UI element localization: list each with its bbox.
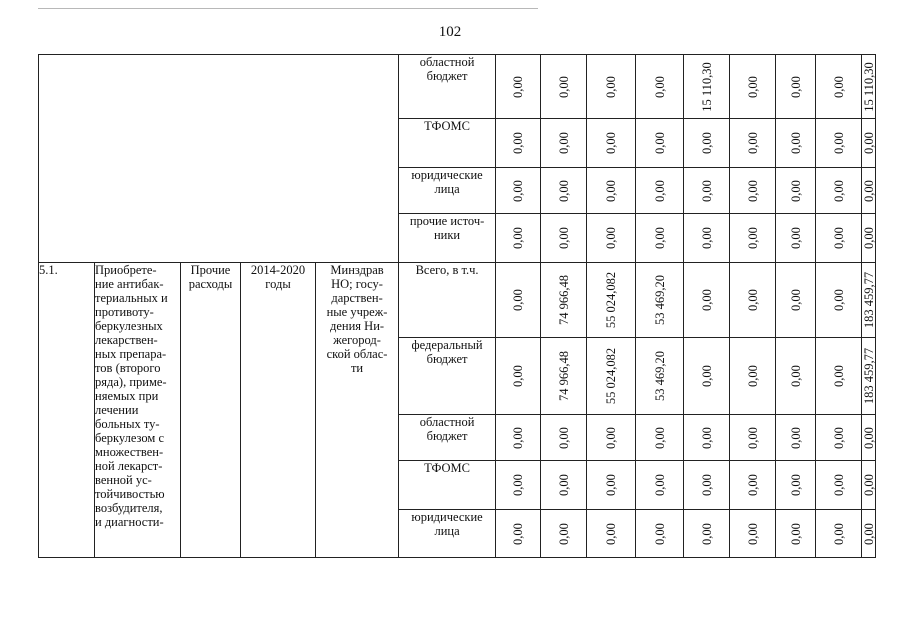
- value-cell: [730, 510, 776, 558]
- value-cell: [776, 263, 816, 338]
- value-text: 53 469,20: [652, 351, 667, 401]
- item-number: 5.1.: [39, 263, 95, 558]
- value-text: 0,00: [511, 426, 526, 449]
- value-text: 0,00: [556, 179, 571, 202]
- value-cell: [496, 168, 541, 214]
- value-cell: [541, 415, 587, 461]
- value-cell: [776, 119, 816, 168]
- value-text: 0,00: [699, 522, 714, 545]
- table-row: [39, 263, 876, 338]
- value-text: 0,00: [831, 179, 846, 202]
- value-cell: [862, 55, 876, 119]
- value-text: 0,00: [511, 365, 526, 387]
- value-cell: [587, 214, 636, 263]
- page-number: 102: [438, 24, 462, 40]
- value-text: 0,00: [788, 474, 803, 496]
- value-text: 0,00: [745, 227, 760, 249]
- value-cell: [816, 55, 862, 119]
- value-text: 0,00: [652, 227, 667, 249]
- value-text: 15 110,30: [699, 61, 714, 112]
- value-cell: [496, 510, 541, 558]
- value-text: 0,00: [604, 522, 619, 545]
- value-text: 0,00: [604, 179, 619, 202]
- value-text: 0,00: [745, 426, 760, 449]
- value-text: 0,00: [511, 474, 526, 496]
- funding-source: юридические лица: [399, 510, 496, 558]
- executor: Минздрав НО; госу- дарствен- ные учреж- дения Ни- жегород- ской облас- ти: [316, 263, 399, 558]
- value-cell: [636, 338, 684, 415]
- value-text: 0,00: [788, 179, 803, 202]
- value-text: 0,00: [699, 132, 714, 154]
- value-cell: [636, 415, 684, 461]
- value-text: 53 469,20: [652, 275, 667, 325]
- value-text: 0,00: [699, 227, 714, 249]
- value-text: 0,00: [788, 522, 803, 545]
- value-cell: [636, 214, 684, 263]
- value-cell: [862, 263, 876, 338]
- value-cell: [541, 55, 587, 119]
- value-text: 74 966,48: [556, 275, 571, 325]
- value-cell: [496, 263, 541, 338]
- value-cell: [816, 263, 862, 338]
- value-cell: [684, 55, 730, 119]
- value-cell: [776, 55, 816, 119]
- value-text: 0,00: [788, 426, 803, 449]
- value-text: 0,00: [831, 132, 846, 154]
- value-cell: [684, 510, 730, 558]
- value-text: 0,00: [652, 75, 667, 98]
- value-text: 0,00: [861, 474, 876, 496]
- value-cell: [587, 461, 636, 510]
- value-cell: [587, 55, 636, 119]
- value-text: 0,00: [604, 227, 619, 249]
- value-cell: [776, 461, 816, 510]
- value-cell: [816, 461, 862, 510]
- value-cell: [730, 263, 776, 338]
- value-text: 0,00: [511, 289, 526, 311]
- value-cell: [636, 55, 684, 119]
- value-cell: [496, 461, 541, 510]
- value-text: 0,00: [699, 474, 714, 496]
- value-cell: [684, 168, 730, 214]
- value-cell: [730, 415, 776, 461]
- table-body: [39, 55, 876, 558]
- value-cell: [684, 214, 730, 263]
- value-cell: [776, 510, 816, 558]
- value-cell: [496, 55, 541, 119]
- value-text: 0,00: [788, 227, 803, 249]
- value-cell: [496, 338, 541, 415]
- value-text: 0,00: [604, 132, 619, 154]
- value-text: 74 966,48: [556, 351, 571, 401]
- value-cell: [636, 119, 684, 168]
- empty-description-cell: [39, 55, 399, 263]
- value-text: 0,00: [511, 227, 526, 249]
- value-cell: [541, 168, 587, 214]
- value-cell: [730, 214, 776, 263]
- value-cell: [816, 338, 862, 415]
- value-cell: [684, 263, 730, 338]
- value-text: 0,00: [745, 75, 760, 98]
- value-text: 0,00: [831, 522, 846, 545]
- scan-edge-line: [38, 8, 538, 9]
- value-text: 0,00: [861, 227, 876, 249]
- value-cell: [587, 510, 636, 558]
- value-text: 0,00: [511, 522, 526, 545]
- value-cell: [541, 338, 587, 415]
- value-cell: [541, 263, 587, 338]
- value-text: 0,00: [556, 426, 571, 449]
- value-text: 0,00: [699, 426, 714, 449]
- value-text: 0,00: [556, 227, 571, 249]
- funding-source: ТФОМС: [399, 461, 496, 510]
- value-text: 55 024,082: [604, 347, 619, 405]
- funding-source: областной бюджет: [399, 415, 496, 461]
- value-text: 0,00: [788, 75, 803, 98]
- value-text: 0,00: [511, 179, 526, 202]
- value-cell: [684, 461, 730, 510]
- value-cell: [587, 119, 636, 168]
- value-cell: [862, 415, 876, 461]
- table-row: [39, 55, 876, 119]
- value-cell: [636, 168, 684, 214]
- value-text: 0,00: [745, 522, 760, 545]
- value-cell: [730, 168, 776, 214]
- value-cell: [776, 415, 816, 461]
- value-cell: [862, 510, 876, 558]
- value-text: 0,00: [699, 365, 714, 387]
- value-text: 0,00: [745, 179, 760, 202]
- value-cell: [730, 55, 776, 119]
- value-cell: [496, 119, 541, 168]
- value-cell: [776, 338, 816, 415]
- value-text: 0,00: [745, 474, 760, 496]
- value-cell: [730, 119, 776, 168]
- value-cell: [816, 415, 862, 461]
- value-cell: [862, 338, 876, 415]
- value-text: 0,00: [745, 289, 760, 311]
- value-cell: [541, 214, 587, 263]
- value-cell: [862, 214, 876, 263]
- value-cell: [862, 119, 876, 168]
- value-text: 0,00: [511, 132, 526, 154]
- value-cell: [636, 263, 684, 338]
- value-text: 0,00: [831, 289, 846, 311]
- expense-type: Прочие расходы: [181, 263, 241, 558]
- value-cell: [862, 461, 876, 510]
- value-text: 0,00: [788, 132, 803, 154]
- value-text: 0,00: [861, 179, 876, 202]
- value-cell: [541, 119, 587, 168]
- value-text: 0,00: [604, 474, 619, 496]
- value-cell: [776, 168, 816, 214]
- funding-source: Всего, в т.ч.: [399, 263, 496, 338]
- value-text: 0,00: [556, 75, 571, 98]
- value-cell: [730, 338, 776, 415]
- value-text: 0,00: [604, 75, 619, 98]
- value-text: 183 459,77: [861, 271, 876, 329]
- funding-source: прочие источ- ники: [399, 214, 496, 263]
- value-text: 0,00: [556, 474, 571, 496]
- value-text: 0,00: [788, 365, 803, 387]
- funding-source: ТФОМС: [399, 119, 496, 168]
- value-text: 0,00: [652, 132, 667, 154]
- value-cell: [541, 461, 587, 510]
- value-text: 0,00: [556, 522, 571, 545]
- value-text: 0,00: [861, 522, 876, 545]
- value-text: 15 110,30: [861, 61, 876, 112]
- value-text: 183 459,77: [861, 347, 876, 405]
- value-text: 0,00: [745, 365, 760, 387]
- value-cell: [816, 119, 862, 168]
- value-cell: [816, 168, 862, 214]
- value-text: 0,00: [604, 426, 619, 449]
- value-cell: [684, 119, 730, 168]
- value-cell: [776, 214, 816, 263]
- value-text: 0,00: [652, 426, 667, 449]
- value-text: 55 024,082: [604, 271, 619, 329]
- value-cell: [587, 415, 636, 461]
- value-cell: [816, 214, 862, 263]
- funding-source: областной бюджет: [399, 55, 496, 119]
- value-text: 0,00: [699, 289, 714, 311]
- value-text: 0,00: [831, 75, 846, 98]
- value-text: 0,00: [831, 227, 846, 249]
- value-cell: [862, 168, 876, 214]
- value-cell: [816, 510, 862, 558]
- value-text: 0,00: [652, 522, 667, 545]
- value-text: 0,00: [831, 474, 846, 496]
- value-text: 0,00: [861, 426, 876, 449]
- value-cell: [541, 510, 587, 558]
- value-text: 0,00: [831, 426, 846, 449]
- value-cell: [730, 461, 776, 510]
- value-cell: [684, 338, 730, 415]
- value-text: 0,00: [652, 474, 667, 496]
- funding-source: федеральный бюджет: [399, 338, 496, 415]
- item-name: Приобрете- ние антибак- териальных и противоту- беркулезных лекарствен- ных препара- тов (второго ряда), приме- няемых при лечении больных ту- беркулезом с множествен- ной лекарст- венной ус- тойчивостью возбудителя, и диагности-: [95, 263, 181, 558]
- value-text: 0,00: [652, 179, 667, 202]
- value-text: 0,00: [699, 179, 714, 202]
- value-cell: [587, 338, 636, 415]
- value-text: 0,00: [788, 289, 803, 311]
- value-text: 0,00: [745, 132, 760, 154]
- budget-table: [38, 54, 876, 558]
- value-cell: [587, 263, 636, 338]
- years: 2014-2020 годы: [241, 263, 316, 558]
- funding-source: юридические лица: [399, 168, 496, 214]
- value-text: 0,00: [831, 365, 846, 387]
- value-cell: [587, 168, 636, 214]
- value-text: 0,00: [511, 75, 526, 98]
- value-cell: [496, 415, 541, 461]
- value-text: 0,00: [556, 132, 571, 154]
- value-text: 0,00: [861, 132, 876, 154]
- value-cell: [496, 214, 541, 263]
- value-cell: [636, 461, 684, 510]
- value-cell: [636, 510, 684, 558]
- value-cell: [684, 415, 730, 461]
